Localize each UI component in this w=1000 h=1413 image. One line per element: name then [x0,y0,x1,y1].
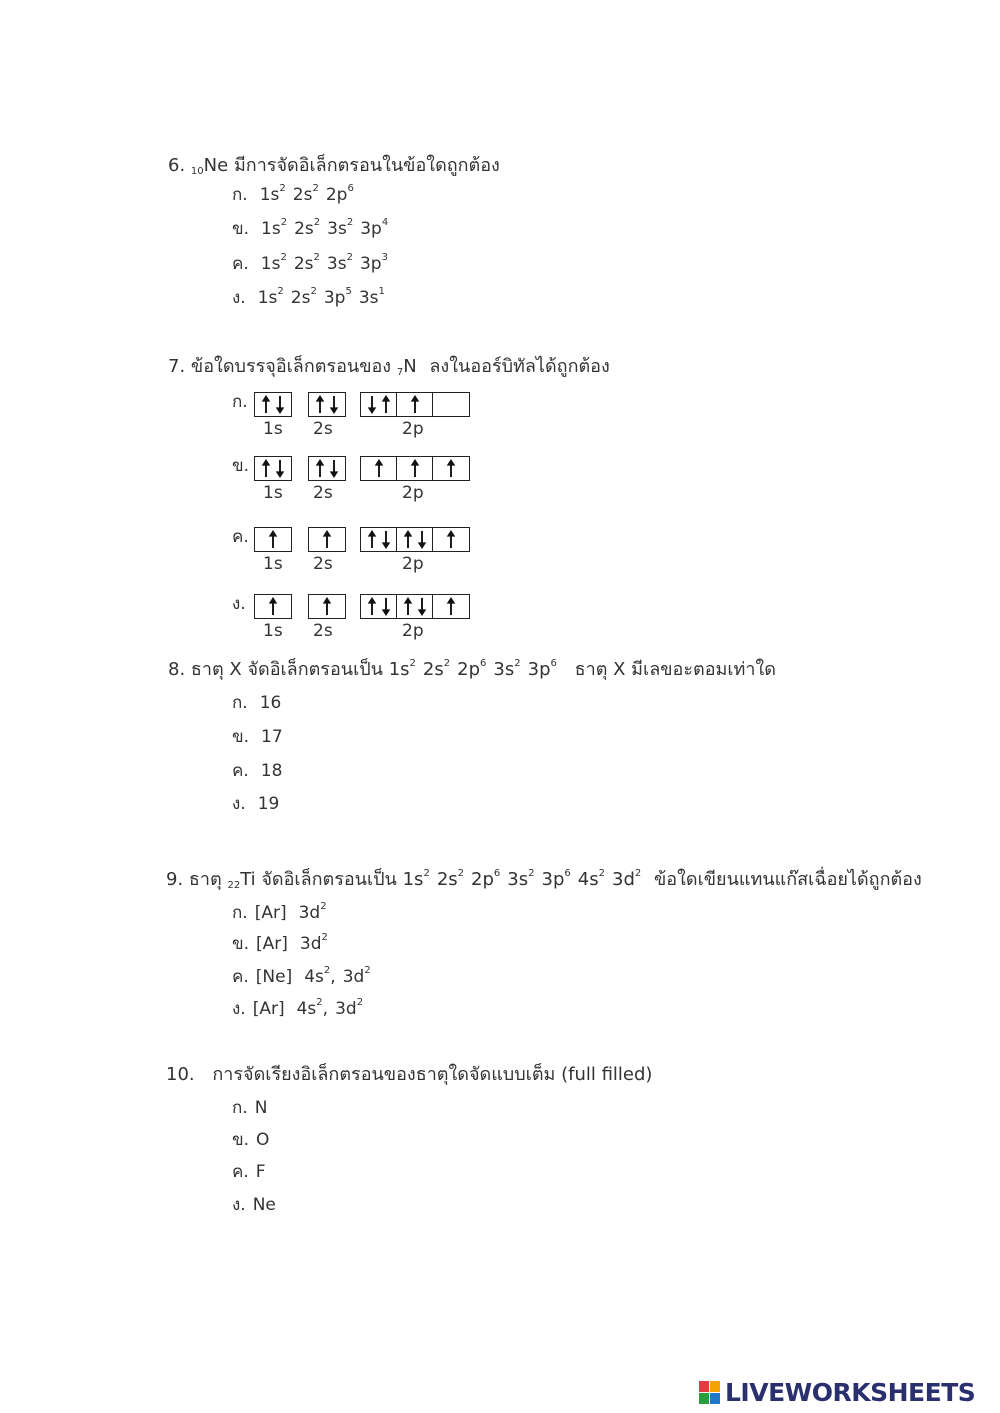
option-text: 18 [260,761,283,781]
sublevel-label: 1s [263,554,283,574]
option-row [232,995,363,1022]
option-row [232,215,388,242]
orbital-box-1s [254,594,292,619]
question-number: 7. [168,356,186,377]
option-text: N [254,1098,268,1118]
config-term [457,659,486,680]
option-row [232,1191,276,1218]
question-text: ข้อใดบรรจุอิเล็กตรอนของ [190,356,392,377]
electron-count: 3 [381,252,388,263]
option-text: F [255,1162,266,1182]
orbital-name: 2s [294,219,314,239]
orbital-name: 3d [298,903,321,923]
electron-count: 4 [381,217,389,228]
option-row [232,1126,269,1153]
option-row [232,1094,267,1121]
orbital-name: 3d [612,869,635,890]
config-term [578,869,605,890]
question-10 [166,1059,652,1088]
spin-up-arrow-icon [372,459,386,478]
option-row [232,963,371,990]
config-term [327,219,353,239]
config-term [403,869,430,890]
orbital-cell [433,393,469,416]
orbital-name: 4s [296,999,317,1019]
orbital-name: 4s [577,869,599,890]
option-label: ค. [232,967,249,987]
electron-count: 2 [312,183,319,194]
electron-count: 2 [346,217,354,228]
option-label: ค. [232,527,249,547]
orbital-name: 3p [323,288,346,308]
spin-down-arrow-icon [327,459,341,478]
electron-count: 6 [550,658,557,669]
spin-down-arrow-icon [415,597,429,616]
question-text: ธาตุ [188,869,222,890]
electron-count: 2 [280,217,288,228]
config-term [261,254,287,274]
option-text: 16 [259,693,282,713]
option-label: ก. [232,1098,248,1118]
sublevel-label: 2s [313,483,333,503]
orbital-box-1s [254,392,292,417]
electron-count: 2 [313,252,320,263]
spin-down-arrow-icon [273,395,287,414]
electron-count: 2 [277,286,284,297]
spin-up-arrow-icon [320,530,334,549]
mass-number: 22 [227,880,241,891]
option-label: ข. [232,934,250,954]
option-label: ก. [232,693,248,713]
config-term [260,185,286,205]
orbital-cell [397,595,433,618]
orbital-name: 3s [507,869,529,890]
config-term [294,219,320,239]
config-term [299,903,327,923]
orbital-name: 3d [335,999,357,1019]
option-row [232,899,327,926]
config-term [335,999,363,1019]
noble-gas-core: [Ne] [255,967,293,987]
sublevel-label: 2p [402,483,424,503]
question-6 [168,150,500,179]
sublevel-label: 1s [263,419,283,439]
config-term [389,659,416,680]
electron-count: 6 [564,868,571,879]
config-term [360,254,388,274]
spin-up-arrow-icon [379,395,393,414]
orbital-name: 2p [457,659,481,680]
orbital-name: 3p [541,869,565,890]
orbital-cell [255,393,291,416]
orbital-cell [433,528,469,551]
option-label: ค. [232,761,249,781]
spin-down-arrow-icon [273,459,287,478]
electron-count: 2 [279,183,286,194]
spin-up-arrow-icon [444,597,458,616]
spin-down-arrow-icon [365,395,379,414]
mass-number: 7 [396,367,404,378]
config-term [326,185,354,205]
config-term [612,869,641,890]
option-row [232,930,328,957]
orbital-box-2p [360,527,470,552]
orbital-name: 3s [358,288,379,308]
option-row [232,723,283,750]
config-term [300,934,328,954]
config-term [423,659,450,680]
orbital-name: 2p [471,869,494,890]
config-term [542,869,571,890]
electron-count: 2 [313,217,321,228]
config-term [359,288,385,308]
spin-up-arrow-icon [401,597,415,616]
orbital-name: 3d [342,967,365,987]
config-term [293,185,319,205]
orbital-cell [309,393,345,416]
orbital-name: 3p [527,659,551,680]
sublevel-label: 2s [313,554,333,574]
orbital-box-2p [360,392,470,417]
electron-count: 2 [346,252,353,263]
noble-gas-core: [Ar] [256,934,288,954]
orbital-cell [397,393,433,416]
liveworksheets-logo [699,1378,975,1407]
orbital-cell [361,528,397,551]
spin-up-arrow-icon [444,459,458,478]
orbital-cell [433,595,469,618]
config-term [258,288,284,308]
option-label: ง. [232,794,246,814]
orbital-name: 2p [325,185,348,205]
option-label: ง. [232,594,246,614]
option-label: ข. [232,456,250,476]
option-row [232,181,354,208]
noble-gas-core: [Ar] [254,903,287,923]
orbital-name: 1s [388,659,410,680]
orbital-cell [255,457,291,480]
question-text: ลงในออร์บิทัลได้ถูกต้อง [429,356,610,377]
spin-up-arrow-icon [401,530,415,549]
electron-configuration [403,869,642,890]
question-number: 6. [168,155,186,176]
electron-count: 2 [364,965,371,976]
question-text: ข้อใดเขียนแทนแก๊สเฉื่อยได้ถูกต้อง [654,869,922,890]
question-number: 10. [166,1064,195,1085]
orbital-cell [361,595,397,618]
config-term [327,254,353,274]
logo-mark-icon [699,1381,721,1405]
orbital-name: 3s [327,219,347,239]
question-7 [168,351,610,380]
spin-up-arrow-icon [444,530,458,549]
orbital-box-1s [254,527,292,552]
question-number: 8. [168,659,186,680]
electron-count: 6 [480,658,487,669]
orbital-name: 2s [292,185,313,205]
option-label: ง. [232,288,246,308]
orbital-name: 2s [436,869,458,890]
spin-up-arrow-icon [259,395,273,414]
element-symbol: Ti [240,869,256,890]
electron-count: 2 [514,658,521,669]
spin-down-arrow-icon [379,597,393,616]
question-text: จัดอิเล็กตรอนเป็น [261,869,397,890]
option-label: ข. [232,219,250,239]
question-text: การจัดเรียงอิเล็กตรอนของธาตุใดจัดแบบเต็ม (full filled) [212,1064,653,1085]
config-term [294,254,320,274]
option-label: ง. [232,999,246,1019]
electron-count: 2 [323,965,331,976]
sublevel-label: 2s [313,419,333,439]
orbital-cell [309,595,345,618]
orbital-cell [255,528,291,551]
option-text: Ne [252,1195,276,1215]
option-text: O [256,1130,270,1150]
orbital-box-2p [360,594,470,619]
mass-number: 10 [190,166,204,177]
orbital-name: 3p [359,254,382,274]
electron-configuration [389,659,557,680]
config-term [261,219,287,239]
orbital-box-2s [308,456,346,481]
orbital-name: 3d [299,934,322,954]
question-text: มีการจัดอิเล็กตรอนในข้อใดถูกต้อง [233,155,500,176]
config-term [360,219,388,239]
question-text: ธาตุ X จัดอิเล็กตรอนเป็น [190,659,383,680]
option-label: ข. [232,1130,250,1150]
orbital-box-1s [254,456,292,481]
sublevel-label: 2p [402,554,424,574]
orbital-name: 1s [261,219,281,239]
config-term [297,999,323,1019]
option-label: ก. [232,185,248,205]
orbital-name: 1s [257,288,278,308]
electron-count: 2 [316,997,323,1008]
spin-down-arrow-icon [327,395,341,414]
config-term [437,869,464,890]
spin-up-arrow-icon [266,530,280,549]
orbital-box-2s [308,594,346,619]
option-row [232,250,388,277]
sublevel-label: 2p [402,621,424,641]
orbital-cell [433,457,469,480]
option-label: ค. [232,1162,249,1182]
spin-down-arrow-icon [415,530,429,549]
spin-up-arrow-icon [266,597,280,616]
config-term [507,869,534,890]
spin-up-arrow-icon [313,459,327,478]
electron-count: 1 [378,286,385,297]
orbital-name: 2s [290,288,311,308]
option-row [232,790,279,817]
orbital-name: 2s [293,254,314,274]
electron-count: 2 [598,868,605,879]
spin-up-arrow-icon [408,395,422,414]
orbital-cell [361,457,397,480]
orbital-name: 1s [259,185,280,205]
option-label: ง. [232,1195,246,1215]
option-row [232,284,385,311]
config-term [493,659,520,680]
electron-count: 2 [409,658,416,669]
orbital-cell [397,457,433,480]
question-number: 9. [166,869,184,890]
electron-count: 2 [321,932,328,943]
sublevel-label: 1s [263,621,283,641]
sublevel-label: 1s [263,483,283,503]
option-text: 19 [257,794,280,814]
config-term [343,967,371,987]
option-text: 17 [261,727,283,747]
orbital-cell [309,528,345,551]
noble-gas-core: [Ar] [252,999,285,1019]
spin-up-arrow-icon [259,459,273,478]
option-row [232,1158,266,1185]
config-term [291,288,317,308]
question-text: ธาตุ X มีเลขอะตอมเท่าใด [574,659,776,680]
orbital-name: 3s [493,659,515,680]
config-term [471,869,500,890]
electron-count: 6 [347,183,354,194]
orbital-cell [255,595,291,618]
orbital-cell [361,393,397,416]
option-label: ข. [232,727,250,747]
orbital-box-2s [308,392,346,417]
electron-count: 5 [345,286,352,297]
option-label: ค. [232,254,249,274]
electron-count: 2 [457,868,465,879]
spin-down-arrow-icon [379,530,393,549]
electron-count: 2 [310,286,317,297]
orbital-name: 1s [402,869,424,890]
question-8 [168,654,776,683]
orbital-name: 3s [326,254,347,274]
config-term [528,659,557,680]
electron-count: 2 [528,868,535,879]
sublevel-label: 2s [313,621,333,641]
orbital-name: 1s [260,254,281,274]
electron-count: 2 [443,658,451,669]
orbital-name: 4s [304,967,324,987]
option-row [232,757,282,784]
separator: , [330,967,336,987]
spin-up-arrow-icon [365,530,379,549]
logo-text: LIVEWORKSHEETS [725,1378,976,1407]
element-symbol: N [403,356,417,377]
orbital-cell [397,528,433,551]
option-label: ก. [232,903,248,923]
electron-count: 2 [280,252,287,263]
orbital-box-2p [360,456,470,481]
electron-count: 2 [320,901,327,912]
option-label: ก. [232,392,248,412]
config-term [304,967,330,987]
orbital-name: 2s [422,659,444,680]
electron-count: 2 [634,868,642,879]
electron-count: 6 [493,868,501,879]
electron-count: 2 [356,997,364,1008]
option-row [232,689,281,716]
spin-up-arrow-icon [365,597,379,616]
spin-up-arrow-icon [320,597,334,616]
spin-up-arrow-icon [408,459,422,478]
orbital-cell [309,457,345,480]
electron-count: 2 [423,868,430,879]
separator: , [322,999,329,1019]
orbital-name: 3p [360,219,382,239]
spin-up-arrow-icon [313,395,327,414]
config-term [324,288,352,308]
sublevel-label: 2p [402,419,424,439]
orbital-box-2s [308,527,346,552]
element-symbol: Ne [203,155,229,176]
question-9 [166,864,922,893]
